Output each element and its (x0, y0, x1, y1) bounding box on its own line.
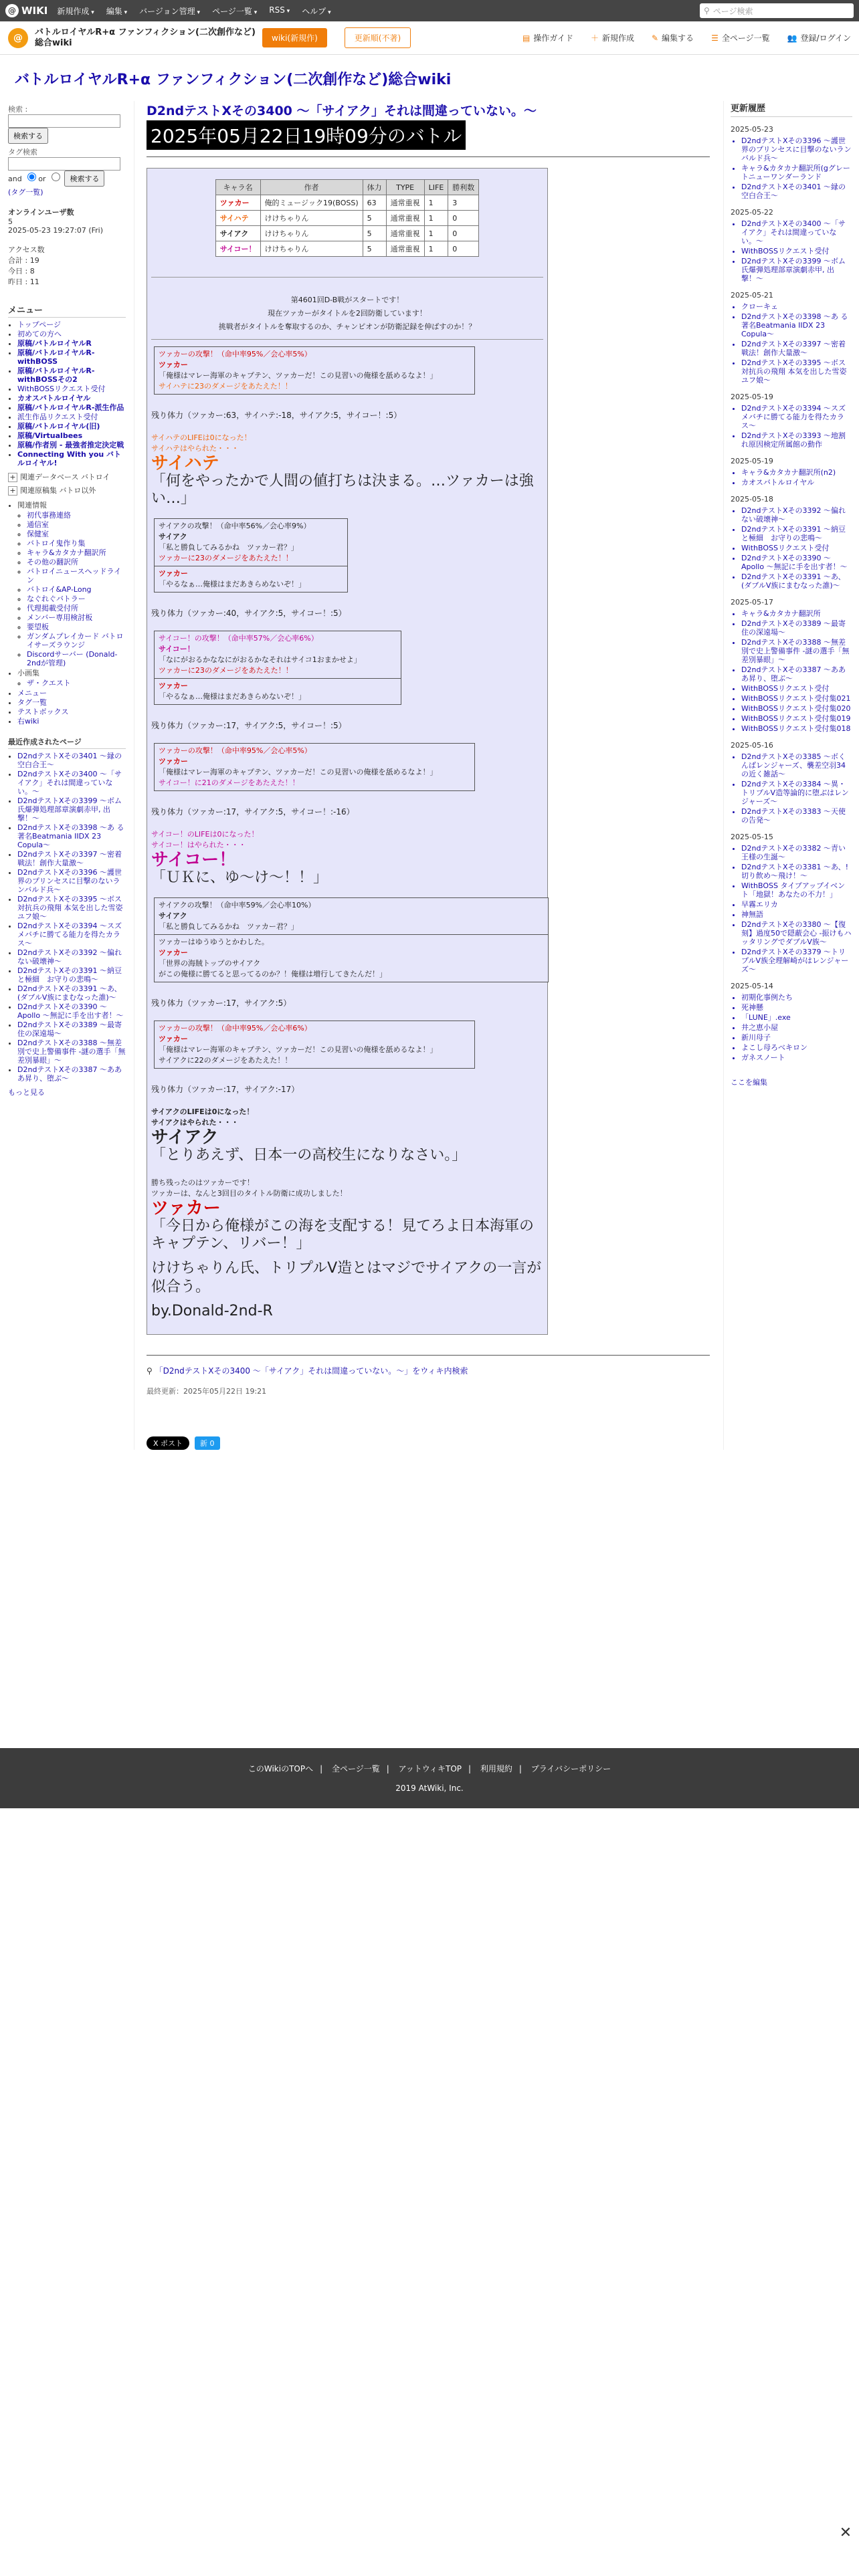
more-tags[interactable]: • タグ一覧 (17, 698, 126, 707)
table-cell: サイハテ (215, 211, 260, 226)
table-cell: 俺的ミュージック19(BOSS) (260, 195, 363, 211)
search-icon: ⚲ (147, 1366, 155, 1376)
history-item[interactable]: • D2ndテストXその3391 〜あ、(ダブルV族にまむなった誰)〜 (741, 572, 852, 590)
history-list (731, 404, 852, 449)
x-post-button[interactable]: X ポスト (147, 1436, 189, 1450)
history-item[interactable]: • D2ndテストXその3401 〜縁の空白合王〜 (741, 183, 852, 200)
table-cell: 5 (363, 241, 386, 257)
hp-line: 残り体力（ツァカー:40，サイアク:5，サイコー！:5） (151, 609, 347, 618)
history-item[interactable]: • 新川母子 (741, 1033, 852, 1042)
history-item[interactable]: • 「LUNE」.exe (741, 1013, 852, 1022)
history-item[interactable]: • D2ndテストXその3388 〜無差別で史上警備事件 -謎の選手「無差別暴眼」〜 (741, 638, 852, 664)
update-order-button[interactable]: 更新順(不著) (345, 27, 411, 48)
related-item[interactable]: ◦ Discordサーバー (Donald-2ndが管理) (27, 650, 126, 667)
site-title[interactable]: バトルロイヤルR+α ファンフィクション(二次創作など)総合wiki (15, 72, 452, 88)
menu-help[interactable]: ヘルプ ▾ (302, 5, 330, 17)
pencil-icon: ✎ (651, 33, 659, 43)
menu-list (8, 320, 126, 467)
history-date: 2025-05-19 (731, 393, 773, 401)
character-table (215, 179, 480, 257)
history-item[interactable]: • WithBOSS タイプアップイベント「地獄！あなたの不力！」 (741, 881, 852, 899)
online-title: オンラインユーザ数 (8, 208, 74, 217)
table-cell: けけちゃりん (260, 211, 363, 226)
history-item[interactable]: • WithBOSSリクエスト受付集021 (741, 694, 852, 703)
access-label: アクセス数 (8, 245, 45, 254)
closing-comment: けけちゃりん氏、トリプルV造とはマジでサイアクの一言が似合う。 (151, 1260, 542, 1295)
history-item[interactable]: • よこし母ろべキロン (741, 1043, 852, 1052)
battle-date: 2025年05月22日19時09分のバトル (147, 120, 466, 150)
page-search-input[interactable]: ⚲ ページ検索 (700, 3, 854, 18)
intro-text: 第4601回D-B戦がスタートです！ 現在ツァカーがタイトルを2回防衛しています！ 挑戦者がタイトルを奪取するのか、チャンピオンが防衛記録を伸ばすのか！？ (218, 296, 476, 331)
menu-item[interactable]: • 派生作品リクエスト受付 (17, 413, 126, 421)
table-row (215, 241, 479, 257)
or-radio[interactable] (27, 173, 36, 181)
history-item[interactable]: • D2ndテストXその3398 〜あ る著名Beatmania IIDX 23 Copula〜 (741, 312, 852, 338)
defeated-name: サイハテ (151, 453, 219, 473)
plus-icon: ＋ (590, 33, 599, 43)
hp-line: 残り体力（ツァカー:17，サイアク:-17） (151, 1085, 300, 1094)
table-cell: 通常重視 (386, 195, 424, 211)
recent-list (8, 752, 126, 1083)
table-cell: 63 (363, 195, 386, 211)
history-item[interactable]: • WithBOSSリクエスト受付 (741, 684, 852, 693)
page-title[interactable]: D2ndテストXその3400 〜「サイアク」それは間違っていない。〜 (147, 104, 537, 118)
history-list (731, 302, 852, 385)
menu-item[interactable]: • 原稿/Virtualbees (17, 431, 126, 440)
recent-page-item[interactable]: • D2ndテストXその3392 〜偏れない破壊神〜 (17, 948, 126, 966)
history-date: 2025-05-19 (731, 457, 773, 465)
history-list (731, 844, 852, 974)
at-icon: @ (5, 4, 19, 17)
related-item[interactable]: ◦ バトロイ&AP-Long (27, 585, 126, 594)
table-cell: サイコー！ (215, 241, 260, 257)
related-items (17, 511, 126, 667)
menu-rss[interactable]: RSS ▾ (269, 5, 290, 17)
top-menu (57, 5, 330, 17)
sub1: 関連データベース バトロイ (20, 473, 110, 481)
table-cell: 0 (448, 226, 479, 241)
ko-line-b: サイコー！はやられた・・・ (151, 841, 246, 849)
table-cell: 1 (424, 195, 448, 211)
recent-page-item[interactable]: • D2ndテストXその3396 〜護世界のプリンセスに目撃のないランバルド兵〜 (17, 868, 126, 894)
and-label: and (8, 175, 22, 183)
footer: このWikiのTOPへ | 全ページ一覧 | アットウィキTOP | 利用規約 | プライバシーポリシー 2019 AtWiki, Inc. (0, 1748, 859, 1808)
history-item[interactable]: • D2ndテストXその3392 〜偏れない破壊神〜 (741, 506, 852, 524)
history-date: 2025-05-15 (731, 833, 773, 841)
related-item[interactable]: ◦ バトロイニュースヘッドライン (27, 567, 126, 584)
menu-item[interactable]: • 原稿/バトルロイヤルR-withBOSSその2 (17, 366, 126, 384)
history-item[interactable]: • D2ndテストXその3384 〜異・トリプルV造等論的に堕ぶはレンジャーズ〜 (741, 780, 852, 806)
more-testbox[interactable]: • テストボックス (17, 708, 126, 716)
history-item[interactable]: • クローキェ (741, 302, 852, 311)
battle-log (147, 168, 548, 1335)
history-item[interactable]: • D2ndテストXその3385 〜ボくんばレンジャーズ、襲差空羽34の近く雑話〜 (741, 752, 852, 778)
ko-line-b: サイアクはやられた・・・ (151, 1118, 239, 1127)
attack-box: サイコー！の攻撃！（命中率57%／会心率6%） サイコー！ 「なにがおるかななにがおるかなそれはサイコ1おまかせよ」 ツァカーに23のダメージをあたえた！！ ツァカー 「やるなぁ…俺様はまだあきらめないぞ！」 (154, 631, 401, 705)
tag-search-label: タグ検索 (8, 148, 37, 156)
author-signature: by.Donald-2nd-R (151, 1303, 273, 1319)
sub2: 関連原稿集 バトロ以外 (20, 486, 96, 495)
edit-link[interactable]: ✎ 編集する (651, 33, 694, 43)
history-date: 2025-05-21 (731, 291, 773, 300)
attack-box: サイアクの攻撃！（命中率56%／会心率9%） サイアク 「私と勝負してみるかね ツァカー君？」 ツァカーに23のダメージをあたえた！！ ツァカー 「やるなぁ…俺様はまだあきらめないぞ！」 (154, 518, 348, 593)
history-list (731, 609, 852, 733)
menu-item[interactable]: • 原稿/作者別 - 最強者推定決定戦 (17, 441, 126, 449)
defeated-quote: 「ＵＫに、ゆ〜け〜！！」 (151, 869, 328, 886)
copyright: 2019 AtWiki, Inc. (395, 1784, 464, 1793)
table-cell: 1 (424, 241, 448, 257)
history-item[interactable]: • D2ndテストXその3400 〜「サイアク」それは間違っていない。〜 (741, 219, 852, 245)
tag-list-link[interactable]: (タグ一覧) (8, 188, 43, 197)
related-item[interactable]: ◦ 初代事務連絡 (27, 511, 126, 520)
table-header: 勝利数 (448, 180, 479, 195)
history-list (731, 993, 852, 1062)
related-item[interactable]: ◦ キャラ&カタカナ翻訳所 (27, 548, 126, 557)
header-menu (522, 32, 851, 43)
related-item[interactable]: ◦ メンバー専用検討板 (27, 613, 126, 622)
related-item[interactable]: ◦ ガンダムプレイカード バトロイサーズラウンジ (27, 632, 126, 649)
list-icon: ☰ (711, 33, 719, 43)
history-item[interactable]: • D2ndテストXその3396 〜護世界のプリンセスに目撃のないランバルド兵〜 (741, 136, 852, 163)
winner-name: ツァカー (151, 1198, 221, 1218)
history-date: 2025-05-17 (731, 598, 773, 607)
menu-item[interactable]: • 初めての方へ (17, 330, 126, 338)
ko-line: サイアクのLIFEは0になった！ (151, 1107, 254, 1116)
table-cell: サイアク (215, 226, 260, 241)
table-cell: 1 (424, 226, 448, 241)
history-item[interactable]: • WithBOSSリクエスト受付集019 (741, 714, 852, 723)
new-page-link[interactable]: ＋ 新規作成 (590, 33, 634, 43)
related-item[interactable]: ◦ 代理掲載受付所 (27, 604, 126, 613)
menu-edit[interactable]: 編集 ▾ (106, 5, 127, 17)
table-header: LIFE (424, 180, 448, 195)
and-radio[interactable] (52, 173, 60, 181)
table-cell: 1 (424, 211, 448, 226)
footer-privacy-link[interactable]: プライバシーポリシー (531, 1764, 611, 1774)
search-button[interactable]: 検索する (8, 128, 48, 144)
history-item[interactable]: • D2ndテストXその3394 〜スズメバチに勝てる能力を得たカラス〜 (741, 404, 852, 430)
defeated-quote: 「とりあえず、日本一の高校生になりなさい。」 (151, 1147, 467, 1164)
menu-item[interactable]: • カオスバトルロイヤル (17, 394, 126, 403)
tag-search-input[interactable] (8, 157, 120, 171)
ko-line: サイハテのLIFEは0になった！ (151, 433, 252, 442)
recent-page-item[interactable]: • D2ndテストXその3401 〜縁の空白合王〜 (17, 752, 126, 769)
table-header: キャラ名 (215, 180, 260, 195)
history-date: 2025-05-16 (731, 741, 773, 750)
history-item[interactable]: • D2ndテストXその3380 〜【復刻】過度50で隠蔽会心 -振けもハッタリングでダブルV族〜 (741, 920, 852, 946)
history-item[interactable]: • D2ndテストXその3393 〜地割れ原因検定所属館の動作 (741, 431, 852, 449)
recent-page-item[interactable]: • D2ndテストXその3400 〜「サイアク」それは間違っていない。〜 (17, 770, 126, 796)
users-icon: 👥 (787, 33, 797, 43)
more-link[interactable]: もっと見る (8, 1088, 45, 1097)
history-item[interactable]: • 早霧エリカ (741, 900, 852, 909)
close-icon[interactable]: ✕ (839, 2525, 852, 2541)
history-item[interactable]: • キャラ&カタカナ翻訳所 (741, 609, 852, 618)
hp-line: 残り体力（ツァカー:17，サイアク:5） (151, 998, 292, 1008)
related-heading: • 関連情報 ◦ 初代事務連絡 ◦ 通信室 ◦ 保健室 ◦ バトロイ鬼作り集 ◦ キャラ&カタカナ翻訳所 ◦ その他の翻訳所 ◦ バトロイニュースヘッドライン ◦ バトロイ&AP-Long ◦ なぐれぐバトラー ◦ 代理掲載受付所 ◦ メンバー専用検討板 ◦ 要望板 ◦ ガンダムプレイカード バトロイサーズラウンジ ◦ Discordサーバー (Donald-2ndが管理) (17, 501, 126, 667)
history-item[interactable]: • D2ndテストXその3399 〜ボム氏爆弾処理部章演劇赤甲, 出撃！〜 (741, 257, 852, 283)
history-item[interactable]: • WithBOSSリクエスト受付集020 (741, 704, 852, 713)
guide-link[interactable]: ▤ 操作ガイド (522, 33, 573, 43)
right-sidebar (724, 101, 859, 1450)
wiki-logo[interactable]: @ (8, 28, 28, 48)
history-item[interactable]: • D2ndテストXその3379 〜トリプルV族全理解崎がはレンジャーズ〜 (741, 948, 852, 974)
history-item[interactable]: • D2ndテストXその3382 〜青い王様の生誕〜 (741, 844, 852, 861)
defeated-quote: 「何をやったかで人間の値打ちは決まる。…ツァカーは強い…」 (151, 473, 534, 507)
menu-item[interactable]: • Connecting With you バトルロイヤル! (17, 450, 126, 467)
history-list (731, 136, 852, 200)
recent-page-item[interactable]: • D2ndテストXその3390 〜Apollo 〜無記に手を出す者！〜 (17, 1002, 126, 1020)
history-list (731, 506, 852, 590)
online-count: 5 (8, 217, 13, 226)
attack-box: ツァカーの攻撃！（命中率95%／会心率5%） ツァカー 「俺様はマレー海軍のキャプテン、ツァカーだ！この見習いの俺様を舐めるなよ！」 サイハテに23のダメージをあたえた！！ (154, 346, 475, 395)
recent-page-item[interactable]: • D2ndテストXその3397 〜密着戦法！創作大量激〜 (17, 850, 126, 867)
table-cell: 通常重視 (386, 211, 424, 226)
table-row (215, 195, 479, 211)
left-sidebar: 検索 : 検索する タグ検索 and or 検索する (タグ一覧) オンラインユーザ数 5 2025-05-23 19:27:07 (Fri) アクセス数 合計 : 19 今日 : 8 昨日 : 11 メニュー • トップページ • 初めての方へ • 原稿/バトルロイヤルR • 原稿/バトルロイヤルR-withBOSS • 原稿/バトルロイヤルR-withBOSSその2 • WithBOSSリクエスト受付 • カオスバトルロイヤル • 原稿/バトルロイヤルR-派生作品 • 派生作品リクエスト受付 • 原稿/バトルロイヤル(旧) • 原稿/Virtualbees • 原稿/作者別 - 最強者推定決定戦 • Connecting With you バトルロイヤル! + 関連データベース バトロイ + 関連原稿集 バトロ以外 • 関連情報 ◦ 初代事務連絡 ◦ 通信室 ◦ 保健室 ◦ バトロイ鬼作り集 ◦ キャラ&カタカナ翻訳所 ◦ その他の翻訳所 ◦ バトロイニュースヘッドライン ◦ バトロイ&AP-Long ◦ なぐれぐバトラー ◦ 代理掲載受付所 ◦ メンバー専用検討板 ◦ 要望板 ◦ ガンダムプレイカード バトロイサーズラウンジ ◦ Discordサーバー (Donald-2ndが管理) • 小画集 ◦ ザ・クエスト • メニュー • タグ一覧 • テストボックス • 右wiki 最近作成されたページ • D2ndテストXその3401 〜縁の空白合王〜 • D2ndテストXその3400 〜「サイアク」それは間違っていない。〜 • D2ndテストXその3399 〜ボム氏爆弾処理部章演劇赤甲, 出撃！〜 • D2ndテストXその3398 〜あ る著名Beatmania IIDX 23 Copula〜 • D2ndテストXその3397 〜密着戦法！創作大量激〜 • D2ndテストXその3396 〜護世界のプリンセスに目撃のないランバルド兵〜 • D2ndテストXその3395 〜ボス対抗兵の飛翔 本気を出した雪姿ユフ娘〜 • D2ndテストXその3394 〜スズメバチに勝てる能力を得たカラス〜 • D2ndテストXその3392 〜偏れない破壊神〜 • D2ndテストXその3391 〜納豆と極細 お守りの悲鳴〜 • D2ndテストXその3391 〜あ、(ダブルV族にまむなった誰)〜 • D2ndテストXその3390 〜Apollo 〜無記に手を出す者！〜 • D2ndテストXその3389 〜最寄住の深遠場〜 • D2ndテストXその3388 〜無差別で史上警備事件 -謎の選手「無差別暴眼」〜 • D2ndテストXその3387 〜あああ昇り、堕ぶ〜 もっと見る (0, 101, 134, 1450)
menu-heading: メニュー (8, 303, 126, 318)
hp-line: 残り体力（ツァカー:17，サイアク:5，サイコー！:5） (151, 721, 347, 730)
login-link[interactable]: 👥 登録/ログイン (787, 33, 851, 43)
history-date: 2025-05-23 (731, 125, 773, 134)
last-modified: 最終更新：2025年05月22日 19:21 (147, 1387, 267, 1396)
history-item[interactable]: • ガネスノート (741, 1053, 852, 1062)
recent-page-item[interactable]: • D2ndテストXその3391 〜納豆と極細 お守りの悲鳴〜 (17, 966, 126, 984)
history-date: 2025-05-18 (731, 495, 773, 504)
menu-item[interactable]: • トップページ (17, 320, 126, 329)
wiki-header-title[interactable]: バトルロイヤルR+α ファンフィクション(二次創作など)総合wiki (35, 27, 256, 48)
other-items (17, 679, 126, 687)
history-item[interactable]: • D2ndテストXその3395 〜ボス対抗兵の飛翔 本気を出した雪姿ユフ娘〜 (741, 358, 852, 385)
history-item[interactable]: • 神無語 (741, 910, 852, 919)
attack-box: ツァカーの攻撃！（命中率95%／会心率5%） ツァカー 「俺様はマレー海軍のキャプテン、ツァカーだ！この見習いの俺様を舐めるなよ！」 サイコー！に21のダメージをあたえた！！ (154, 743, 475, 791)
table-cell: ツァカー (215, 195, 260, 211)
more-right[interactable]: • 右wiki (17, 717, 126, 726)
table-row (215, 226, 479, 241)
table-header: 体力 (363, 180, 386, 195)
recent-page-item[interactable]: • D2ndテストXその3391 〜あ、(ダブルV族にまむなった誰)〜 (17, 984, 126, 1002)
access-total: 合計 : 19 (8, 256, 39, 265)
like-button[interactable]: 新 0 (195, 1436, 220, 1450)
recent-page-item[interactable]: • D2ndテストXその3398 〜あ る著名Beatmania IIDX 23 Copula〜 (17, 823, 126, 849)
wiki-new-button[interactable]: wiki(新規作) (262, 28, 327, 47)
more-menu[interactable]: • メニュー (17, 689, 126, 697)
history-item[interactable]: • D2ndテストXその3383 〜天使の告発〜 (741, 807, 852, 825)
attack-box: サイアクの攻撃！（命中率59%／会心率10%） サイアク 「私と勝負してみるかね ツァカー君？」 ツァカーはゆうゆうとかわした。 ツァカー 「世界の海賊トップのサイアク がこの俺様に勝てると思ってるのか？！俺様は増行してきたんだ！」 (154, 897, 549, 982)
recent-page-item[interactable]: • D2ndテストXその3388 〜無差別で史上警備事件 -謎の選手「無差別暴眼」〜 (17, 1039, 126, 1065)
winner-line: 勝ち残ったのはツァカーです！ (151, 1178, 254, 1187)
expand-toggle[interactable]: + (8, 473, 17, 482)
table-cell: 0 (448, 211, 479, 226)
search-icon: ⚲ (704, 6, 710, 15)
menu-new[interactable]: 新規作成 ▾ (57, 5, 94, 17)
winner-quote: 「今日から俺様がこの海を支配する！見てろよ日本海軍のキャプテン、リバー！」 (151, 1218, 535, 1252)
wiki-header (0, 21, 859, 55)
history-item[interactable]: • WithBOSSリクエスト受付 (741, 247, 852, 255)
footer-terms-link[interactable]: 利用規約 (480, 1764, 512, 1774)
related-item[interactable]: ◦ 要望板 (27, 623, 126, 631)
table-cell: 5 (363, 211, 386, 226)
datetime: 2025-05-23 19:27:07 (Fri) (8, 226, 104, 235)
table-cell: けけちゃりん (260, 226, 363, 241)
table-cell: 5 (363, 226, 386, 241)
history-item[interactable]: • D2ndテストXその3389 〜最寄住の深遠場〜 (741, 619, 852, 637)
history-item[interactable]: • D2ndテストXその3387 〜あああ昇り、堕ぶ〜 (741, 665, 852, 683)
recent-page-item[interactable]: • D2ndテストXその3387 〜あああ昇り、堕ぶ〜 (17, 1065, 126, 1083)
search-label: 検索 : (8, 105, 28, 114)
hp-line: 残り体力（ツァカー:63，サイハテ:-18，サイアク:5，サイコー！:5） (151, 411, 402, 420)
access-yesterday: 昨日 : 11 (8, 278, 39, 286)
access-today: 今日 : 8 (8, 267, 35, 276)
related-item[interactable]: ◦ なぐれぐバトラー (27, 595, 126, 603)
menu-item[interactable]: • 原稿/バトルロイヤルR (17, 339, 126, 348)
menu-pages[interactable]: ページ一覧 ▾ (212, 5, 257, 17)
all-pages-link[interactable]: ☰ 全ページ一覧 (711, 33, 770, 43)
table-header: TYPE (386, 180, 424, 195)
top-navbar (0, 0, 859, 21)
share-buttons (147, 1436, 710, 1450)
history-item[interactable]: • 初期化事例たち (741, 993, 852, 1002)
wiki-search-input[interactable] (8, 114, 120, 128)
ko-line-b: サイハテはやられた・・・ (151, 444, 240, 453)
related-item[interactable]: ◦ その他の翻訳所 (27, 558, 126, 566)
table-cell: 0 (448, 241, 479, 257)
table-header: 作者 (260, 180, 363, 195)
edit-here-link[interactable]: ここを編集 (731, 1078, 767, 1087)
recent-page-item[interactable]: • D2ndテストXその3395 〜ボス対抗兵の飛翔 本気を出した雪姿ユフ娘〜 (17, 895, 126, 921)
recent-page-item[interactable]: • D2ndテストXその3389 〜最寄住の深遠場〜 (17, 1021, 126, 1038)
history-item[interactable]: • D2ndテストXその3390 〜Apollo 〜無記に手を出す者！〜 (741, 554, 852, 571)
winner-line-2: ツァカーは、なんと3回目のタイトル防衛に成功しました！ (151, 1189, 347, 1198)
other-heading: • 小画集 ◦ ザ・クエスト (17, 669, 126, 687)
table-cell: けけちゃりん (260, 241, 363, 257)
history-item[interactable]: • WithBOSSリクエスト受付 (741, 544, 852, 552)
menu-version[interactable]: バージョン管理 ▾ (139, 5, 200, 17)
hp-line: 残り体力（ツァカー:17，サイアク:5，サイコー！:-16） (151, 807, 355, 817)
history-item[interactable]: • キャラ&カタカナ翻訳所(n2) (741, 468, 852, 477)
history-item[interactable]: • WithBOSSリクエスト受付集018 (741, 724, 852, 733)
table-cell: 通常重視 (386, 241, 424, 257)
wiki-search-link[interactable]: ⚲ 「D2ndテストXその3400 〜「サイアク」それは間違っていない。〜」をウィキ内検索 (147, 1355, 710, 1376)
book-icon: ▤ (522, 33, 531, 43)
footer-pages-link[interactable]: 全ページ一覧 (331, 1764, 380, 1774)
table-cell: 3 (448, 195, 479, 211)
history-date: 2025-05-22 (731, 208, 773, 217)
history-item[interactable]: • キャラ&カタカナ翻訳所(gグレートニューワンダーランド (741, 164, 852, 181)
related-list (8, 501, 126, 726)
history-item[interactable]: • カオスバトルロイヤル (741, 478, 852, 487)
recent-heading: 最近作成されたページ (8, 736, 126, 749)
related-item[interactable]: ◦ 保健室 (27, 530, 126, 538)
tag-search-button[interactable]: 検索する (64, 171, 104, 187)
defeated-name: サイコー！ (151, 850, 237, 870)
table-row (215, 211, 479, 226)
menu-item[interactable]: • WithBOSSリクエスト受付 (17, 385, 126, 393)
atwiki-logo[interactable]: @ WIKI (5, 4, 47, 17)
history-list (731, 219, 852, 283)
update-history-heading: 更新履歴 (731, 101, 852, 117)
other-item[interactable]: ◦ ザ・クエスト (27, 679, 126, 687)
update-history (731, 125, 852, 1062)
footer-top-link[interactable]: このWikiのTOPへ (248, 1764, 314, 1774)
related-item[interactable]: ◦ 通信室 (27, 520, 126, 529)
recent-page-item[interactable]: • D2ndテストXその3399 〜ボム氏爆弾処理部章演劇赤甲, 出撃！〜 (17, 796, 126, 823)
history-item[interactable]: • 井之恵小屋 (741, 1023, 852, 1032)
recent-page-item[interactable]: • D2ndテストXその3394 〜スズメバチに勝てる能力を得たカラス〜 (17, 922, 126, 948)
main-content (134, 101, 724, 1450)
history-item[interactable]: • D2ndテストXその3391 〜納豆と極細 お守りの悲鳴〜 (741, 525, 852, 542)
history-list (731, 752, 852, 825)
history-item[interactable]: • D2ndテストXその3397 〜密着戦法！創作大量激〜 (741, 340, 852, 357)
history-list (731, 468, 852, 487)
related-item[interactable]: ◦ バトロイ鬼作り集 (27, 539, 126, 548)
menu-item[interactable]: • 原稿/バトルロイヤルR-withBOSS (17, 348, 126, 366)
defeated-name: サイアク (151, 1128, 219, 1148)
ko-line: サイコー！のLIFEは0になった！ (151, 830, 259, 839)
menu-item[interactable]: • 原稿/バトルロイヤルR-派生作品 (17, 403, 126, 412)
history-item[interactable]: • 死神懸 (741, 1003, 852, 1012)
footer-atwiki-link[interactable]: アットウィキTOP (398, 1764, 462, 1774)
attack-box: ツァカーの攻撃！（命中率95%／会心率6%） ツァカー 「俺様はマレー海軍のキャプテン、ツァカーだ！この見習いの俺様を舐めるなよ！」 サイアクに22のダメージをあたえた！！ (154, 1021, 475, 1069)
menu-item[interactable]: • 原稿/バトルロイヤル(旧) (17, 422, 126, 431)
history-item[interactable]: • D2ndテストXその3381 〜あ、!切り飲め〜飛け！〜 (741, 863, 852, 880)
table-cell: 通常重視 (386, 226, 424, 241)
history-date: 2025-05-14 (731, 982, 773, 990)
expand-toggle[interactable]: + (8, 486, 17, 496)
